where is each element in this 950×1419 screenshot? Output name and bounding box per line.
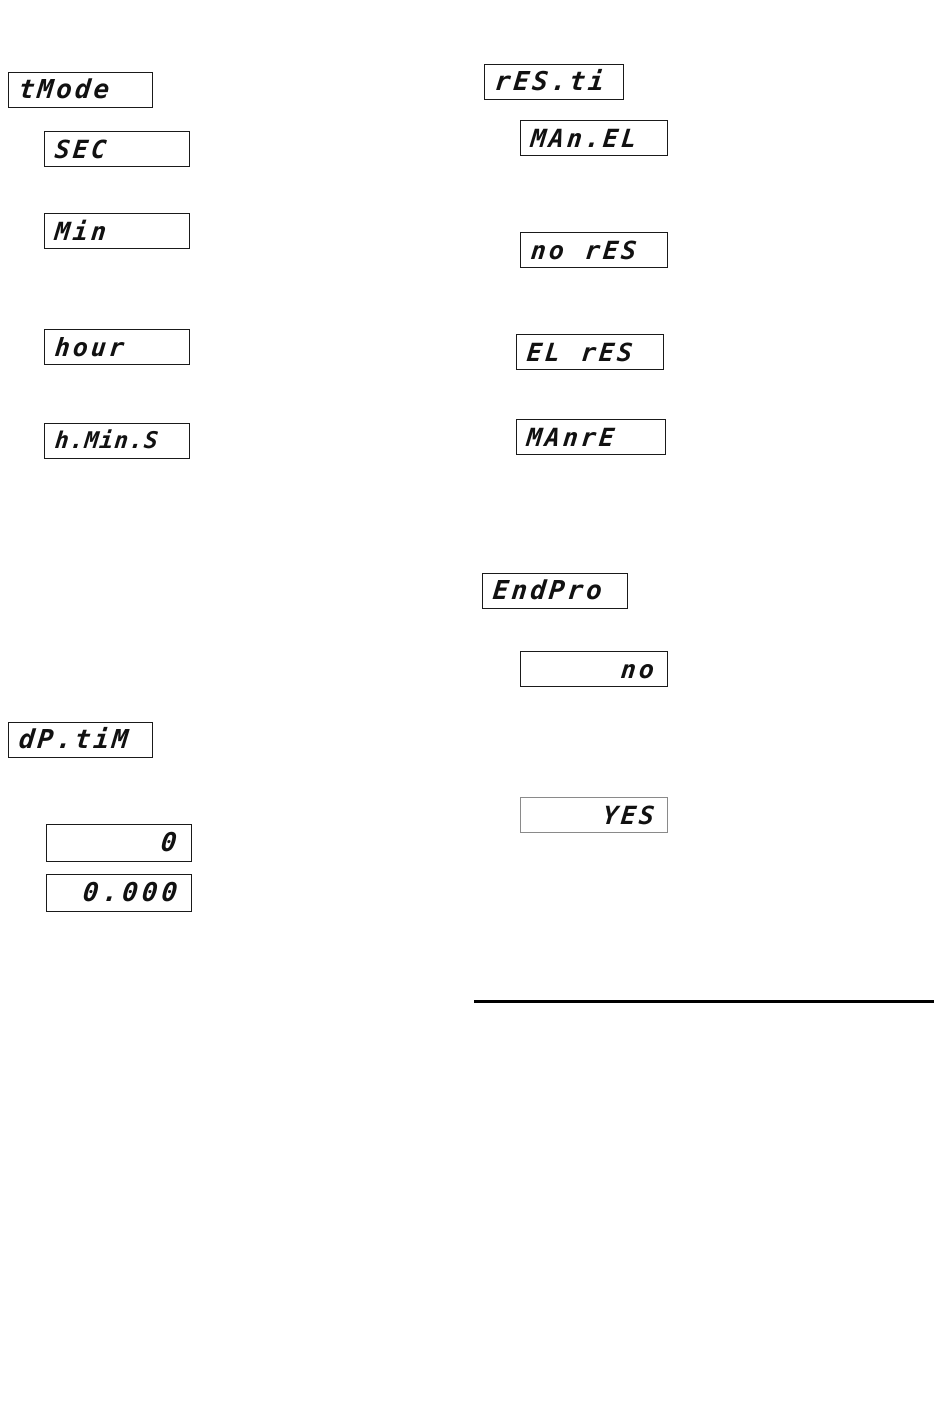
option-dptim-zero-decimal-label: 0.000 [81, 878, 183, 908]
menu-heading-resti[interactable] [484, 64, 624, 100]
option-tmode-hour-label: hour [53, 332, 129, 362]
option-tmode-hminsec-label: h.Min.S [53, 428, 161, 454]
option-tmode-hour[interactable] [44, 329, 190, 365]
option-dptim-zero[interactable] [46, 824, 192, 862]
menu-heading-tmode[interactable] [8, 72, 153, 108]
option-tmode-min[interactable] [44, 213, 190, 249]
option-resti-nores[interactable] [520, 232, 668, 268]
option-resti-elres-label: EL rES [525, 337, 637, 367]
option-resti-manel-label: MAn.EL [529, 123, 641, 153]
option-endpro-yes[interactable] [520, 797, 668, 833]
menu-heading-dptim-label: dP.tiM [17, 725, 133, 755]
menu-heading-tmode-label: tMode [17, 75, 114, 105]
menu-heading-endpro-label: EndPro [491, 576, 607, 606]
option-endpro-no-label: no [619, 654, 659, 684]
option-dptim-zero-decimal[interactable] [46, 874, 192, 912]
option-resti-elres[interactable] [516, 334, 664, 370]
option-tmode-min-label: Min [53, 216, 111, 246]
option-resti-nores-label: no rES [529, 235, 641, 265]
option-tmode-hminsec[interactable] [44, 423, 190, 459]
option-tmode-sec-label: SEC [53, 134, 111, 164]
section-divider [474, 1000, 934, 1003]
option-resti-manre[interactable] [516, 419, 666, 455]
option-resti-manel[interactable] [520, 120, 668, 156]
option-resti-manre-label: MAnrE [525, 422, 619, 452]
menu-heading-endpro[interactable] [482, 573, 628, 609]
menu-heading-dptim[interactable] [8, 722, 153, 758]
menu-heading-resti-label: rES.ti [493, 67, 609, 97]
option-endpro-yes-label: YES [601, 800, 659, 830]
option-tmode-sec[interactable] [44, 131, 190, 167]
option-endpro-no[interactable] [520, 651, 668, 687]
option-dptim-zero-label: 0 [159, 828, 183, 858]
